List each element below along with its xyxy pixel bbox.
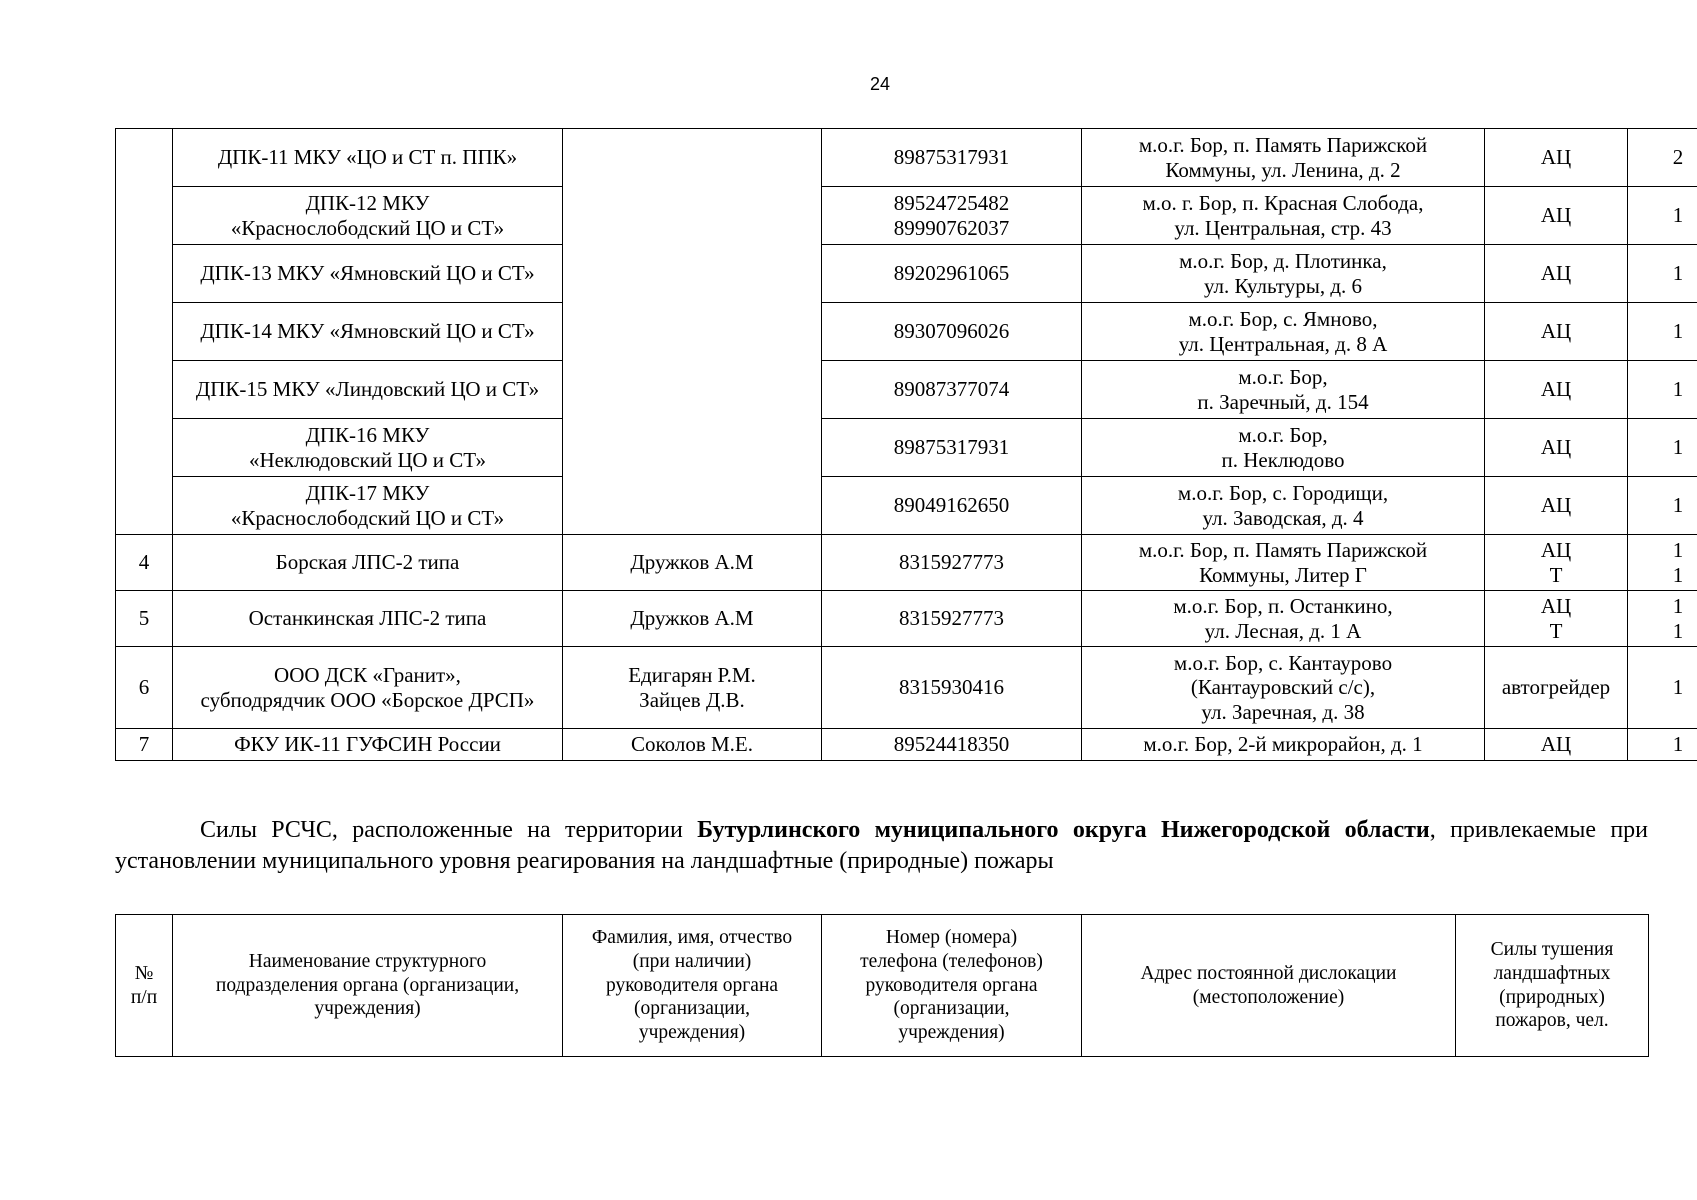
count-cell-line: 1 xyxy=(1672,732,1684,757)
phone-cell-line: 89875317931 xyxy=(893,435,1010,460)
header-unit-name-line: Наименование структурного xyxy=(248,950,487,972)
address-cell-line: м.о.г. Бор, д. Плотинка, xyxy=(1179,249,1387,274)
table-row xyxy=(116,647,1697,729)
header-head-name-line: Фамилия, имя, отчество xyxy=(591,927,793,949)
count-cell-line: 1 xyxy=(1672,493,1684,518)
address-cell xyxy=(1082,419,1485,477)
header-phone-line: руководителя органа xyxy=(865,974,1038,996)
header-phone xyxy=(822,915,1082,1057)
count-cell-line: 1 xyxy=(1672,377,1684,402)
table-row xyxy=(116,535,1697,591)
equipment-cell-line: АЦ xyxy=(1540,594,1572,619)
address-cell-line: м.о. г. Бор, п. Красная Слобода, xyxy=(1142,191,1424,216)
unit-name-cell-line: ДПК-15 МКУ «Линдовский ЦО и СТ» xyxy=(195,377,540,402)
address-cell-line: м.о.г. Бор, xyxy=(1238,423,1328,448)
phone-cell-line: 89524418350 xyxy=(893,732,1010,757)
address-cell-line: м.о.г. Бор, с. Городищи, xyxy=(1177,481,1389,506)
table-row xyxy=(116,245,1697,303)
header-phone-line: (организации, xyxy=(893,998,1010,1020)
equipment-cell xyxy=(1485,729,1628,761)
equipment-cell xyxy=(1485,303,1628,361)
equipment-cell xyxy=(1485,129,1628,187)
phone-cell xyxy=(822,591,1082,647)
address-cell-line: Коммуны, Литер Г xyxy=(1199,562,1367,587)
count-cell xyxy=(1628,419,1697,477)
count-cell xyxy=(1628,303,1697,361)
address-cell-line: м.о.г. Бор, п. Память Парижской xyxy=(1138,538,1428,563)
equipment-cell xyxy=(1485,187,1628,245)
unit-name-cell xyxy=(173,361,563,419)
equipment-cell-line: АЦ xyxy=(1540,145,1572,170)
section-heading xyxy=(115,815,1648,877)
header-number-line: № xyxy=(134,962,154,984)
equipment-cell-line: автогрейдер xyxy=(1501,675,1611,700)
count-cell xyxy=(1628,129,1697,187)
equipment-cell xyxy=(1485,477,1628,535)
unit-name-cell xyxy=(173,245,563,303)
phone-cell-line: 8315927773 xyxy=(899,550,1004,575)
address-cell-line: ул. Культуры, д. 6 xyxy=(1203,273,1362,298)
head-name-cell xyxy=(563,129,822,535)
equipment-cell-line: АЦ xyxy=(1540,319,1572,344)
phone-cell xyxy=(822,303,1082,361)
header-forces-line: ландшафтных xyxy=(1493,962,1611,984)
equipment-cell-line: АЦ xyxy=(1540,203,1572,228)
equipment-cell xyxy=(1485,591,1628,647)
unit-name-cell xyxy=(173,303,563,361)
phone-cell xyxy=(822,647,1082,729)
unit-name-cell xyxy=(173,647,563,729)
table-header-row xyxy=(116,915,1649,1057)
phone-cell-line: 8315927773 xyxy=(899,606,1004,631)
count-cell xyxy=(1628,535,1697,591)
equipment-cell xyxy=(1485,419,1628,477)
table-row xyxy=(116,477,1697,535)
address-cell-line: м.о.г. Бор, с. Ямново, xyxy=(1188,307,1378,332)
header-head-name-line: (организации, xyxy=(633,998,751,1020)
unit-name-cell-line: «Неклюдовский ЦО и СТ» xyxy=(248,447,487,472)
address-cell xyxy=(1082,729,1485,761)
table-row xyxy=(116,303,1697,361)
header-forces xyxy=(1456,915,1649,1057)
row-number-cell: 6 xyxy=(116,647,173,729)
count-cell-line: 2 xyxy=(1672,145,1684,170)
head-name-cell xyxy=(563,647,822,729)
table-row xyxy=(116,419,1697,477)
count-cell-line: 1 xyxy=(1672,538,1684,563)
address-cell xyxy=(1082,245,1485,303)
address-cell xyxy=(1082,303,1485,361)
header-address xyxy=(1082,915,1456,1057)
address-cell-line: м.о.г. Бор, п. Память Парижской xyxy=(1138,133,1428,158)
address-cell-line: м.о.г. Бор, xyxy=(1238,365,1328,390)
phone-cell-line: 89875317931 xyxy=(893,145,1010,170)
address-cell xyxy=(1082,361,1485,419)
unit-name-cell xyxy=(173,477,563,535)
equipment-cell-line: АЦ xyxy=(1540,493,1572,518)
address-cell-line: м.о.г. Бор, п. Останкино, xyxy=(1173,594,1393,619)
count-cell xyxy=(1628,647,1697,729)
header-phone-line: телефона (телефонов) xyxy=(860,950,1043,972)
count-cell-line: 1 xyxy=(1672,618,1684,643)
equipment-cell xyxy=(1485,245,1628,303)
equipment-cell xyxy=(1485,361,1628,419)
head-name-cell xyxy=(563,729,822,761)
address-cell-line: ул. Заречная, д. 38 xyxy=(1201,699,1365,724)
phone-cell-line: 8315930416 xyxy=(899,675,1004,700)
bottom-forces-table xyxy=(115,914,1649,1057)
page-number: 24 xyxy=(869,74,891,94)
head-name-cell xyxy=(563,591,822,647)
count-cell-line: 1 xyxy=(1672,319,1684,344)
count-cell xyxy=(1628,477,1697,535)
unit-name-cell xyxy=(173,129,563,187)
header-head-name-line: руководителя органа xyxy=(605,974,779,996)
address-cell-line: п. Неклюдово xyxy=(1221,447,1345,472)
table-row xyxy=(116,187,1697,245)
unit-name-cell-line: ДПК-14 МКУ «Ямновский ЦО и СТ» xyxy=(200,319,535,344)
header-unit-name-line: учреждения) xyxy=(314,998,421,1020)
table-row xyxy=(116,591,1697,647)
header-number xyxy=(116,915,173,1057)
count-cell-line: 1 xyxy=(1672,675,1684,700)
table-row xyxy=(116,129,1697,187)
unit-name-cell xyxy=(173,535,563,591)
address-cell-line: ул. Центральная, стр. 43 xyxy=(1174,215,1392,240)
address-cell-line: (Кантауровский с/с), xyxy=(1190,675,1376,700)
header-head-name-line: (при наличии) xyxy=(632,950,752,972)
address-cell xyxy=(1082,591,1485,647)
section-heading-suffix: , привлекаемые при установлении муниципального уровня реагирования на ландшафтные (природные) пожары xyxy=(115,817,1649,874)
count-cell xyxy=(1628,245,1697,303)
address-cell-line: ул. Заводская, д. 4 xyxy=(1202,505,1364,530)
phone-cell xyxy=(822,535,1082,591)
count-cell xyxy=(1628,361,1697,419)
header-head-name xyxy=(563,915,822,1057)
header-unit-name xyxy=(173,915,563,1057)
unit-name-cell xyxy=(173,419,563,477)
row-number-cell: 4 xyxy=(116,535,173,591)
head-name-cell-line: Соколов М.Е. xyxy=(630,732,753,757)
unit-name-cell-line: «Краснослободский ЦО и СТ» xyxy=(230,215,505,240)
header-number-line: п/п xyxy=(130,986,158,1008)
header-unit-name-line: подразделения органа (организации, xyxy=(215,974,520,996)
unit-name-cell-line: ДПК-11 МКУ «ЦО и СТ п. ППК» xyxy=(217,145,518,170)
unit-name-cell xyxy=(173,591,563,647)
table-row xyxy=(116,361,1697,419)
count-cell-line: 1 xyxy=(1672,435,1684,460)
equipment-cell-line: АЦ xyxy=(1540,538,1572,563)
section-heading-prefix: Силы РСЧС, расположенные на территории xyxy=(200,817,698,843)
address-cell xyxy=(1082,477,1485,535)
header-forces-line: Силы тушения xyxy=(1490,938,1614,960)
count-cell xyxy=(1628,591,1697,647)
phone-cell-line: 89990762037 xyxy=(893,215,1010,240)
phone-cell-line: 89202961065 xyxy=(893,261,1010,286)
address-cell-line: Коммуны, ул. Ленина, д. 2 xyxy=(1165,157,1401,182)
unit-name-cell xyxy=(173,187,563,245)
count-cell-line: 1 xyxy=(1672,203,1684,228)
header-forces-line: (природных) xyxy=(1499,986,1605,1008)
section-heading-bold: Бутурлинского муниципального округа Нижегородской области xyxy=(697,817,1430,843)
phone-cell xyxy=(822,245,1082,303)
head-name-cell-line: Едигарян Р.М. xyxy=(628,663,756,688)
phone-cell xyxy=(822,419,1082,477)
unit-name-cell-line: Останкинская ЛПС-2 типа xyxy=(248,606,487,631)
row-number-cell: 5 xyxy=(116,591,173,647)
address-cell xyxy=(1082,535,1485,591)
address-cell xyxy=(1082,129,1485,187)
address-cell xyxy=(1082,647,1485,729)
header-address-line: (местоположение) xyxy=(1192,986,1345,1008)
head-name-cell xyxy=(563,535,822,591)
count-cell xyxy=(1628,729,1697,761)
header-phone-line: учреждения) xyxy=(898,1022,1005,1044)
count-cell-line: 1 xyxy=(1672,562,1684,587)
count-cell-line: 1 xyxy=(1672,261,1684,286)
unit-name-cell-line: ДПК-12 МКУ xyxy=(305,191,430,216)
address-cell-line: ул. Лесная, д. 1 А xyxy=(1204,618,1362,643)
unit-name-cell-line: Борская ЛПС-2 типа xyxy=(275,550,460,575)
unit-name-cell xyxy=(173,729,563,761)
address-cell-line: м.о.г. Бор, 2-й микрорайон, д. 1 xyxy=(1143,732,1423,757)
equipment-cell-line: Т xyxy=(1549,618,1563,643)
head-name-cell-line: Зайцев Д.В. xyxy=(639,687,745,712)
phone-cell xyxy=(822,477,1082,535)
head-name-cell-line: Дружков А.М xyxy=(630,606,754,631)
equipment-cell xyxy=(1485,647,1628,729)
header-address-line: Адрес постоянной дислокации xyxy=(1140,962,1397,984)
head-name-cell-line: Дружков А.М xyxy=(630,550,754,575)
equipment-cell-line: АЦ xyxy=(1540,261,1572,286)
header-phone-line: Номер (номера) xyxy=(885,927,1018,949)
top-forces-table xyxy=(115,128,1697,761)
address-cell-line: п. Заречный, д. 154 xyxy=(1197,389,1369,414)
unit-name-cell-line: ДПК-13 МКУ «Ямновский ЦО и СТ» xyxy=(200,261,535,286)
address-cell-line: ул. Центральная, д. 8 А xyxy=(1178,331,1388,356)
row-number-cell xyxy=(116,129,173,535)
phone-cell xyxy=(822,729,1082,761)
table-row xyxy=(116,729,1697,761)
unit-name-cell-line: «Краснослободский ЦО и СТ» xyxy=(230,505,505,530)
phone-cell-line: 89307096026 xyxy=(893,319,1010,344)
equipment-cell-line: АЦ xyxy=(1540,732,1572,757)
phone-cell xyxy=(822,361,1082,419)
header-forces-line: пожаров, чел. xyxy=(1495,1010,1609,1032)
unit-name-cell-line: ООО ДСК «Гранит», xyxy=(274,663,461,688)
unit-name-cell-line: ДПК-17 МКУ xyxy=(305,481,430,506)
phone-cell xyxy=(822,187,1082,245)
phone-cell-line: 89087377074 xyxy=(893,377,1010,402)
equipment-cell-line: АЦ xyxy=(1540,435,1572,460)
equipment-cell xyxy=(1485,535,1628,591)
unit-name-cell-line: субподрядчик ООО «Борское ДРСП» xyxy=(200,687,535,712)
header-head-name-line: учреждения) xyxy=(638,1022,746,1044)
phone-cell-line: 89524725482 xyxy=(893,191,1010,216)
equipment-cell-line: АЦ xyxy=(1540,377,1572,402)
count-cell xyxy=(1628,187,1697,245)
address-cell-line: м.о.г. Бор, с. Кантаурово xyxy=(1173,650,1393,675)
equipment-cell-line: Т xyxy=(1549,562,1563,587)
unit-name-cell-line: ДПК-16 МКУ xyxy=(305,423,430,448)
phone-cell xyxy=(822,129,1082,187)
count-cell-line: 1 xyxy=(1672,594,1684,619)
row-number-cell: 7 xyxy=(116,729,173,761)
address-cell xyxy=(1082,187,1485,245)
phone-cell-line: 89049162650 xyxy=(893,493,1010,518)
unit-name-cell-line: ФКУ ИК-11 ГУФСИН России xyxy=(234,732,501,756)
